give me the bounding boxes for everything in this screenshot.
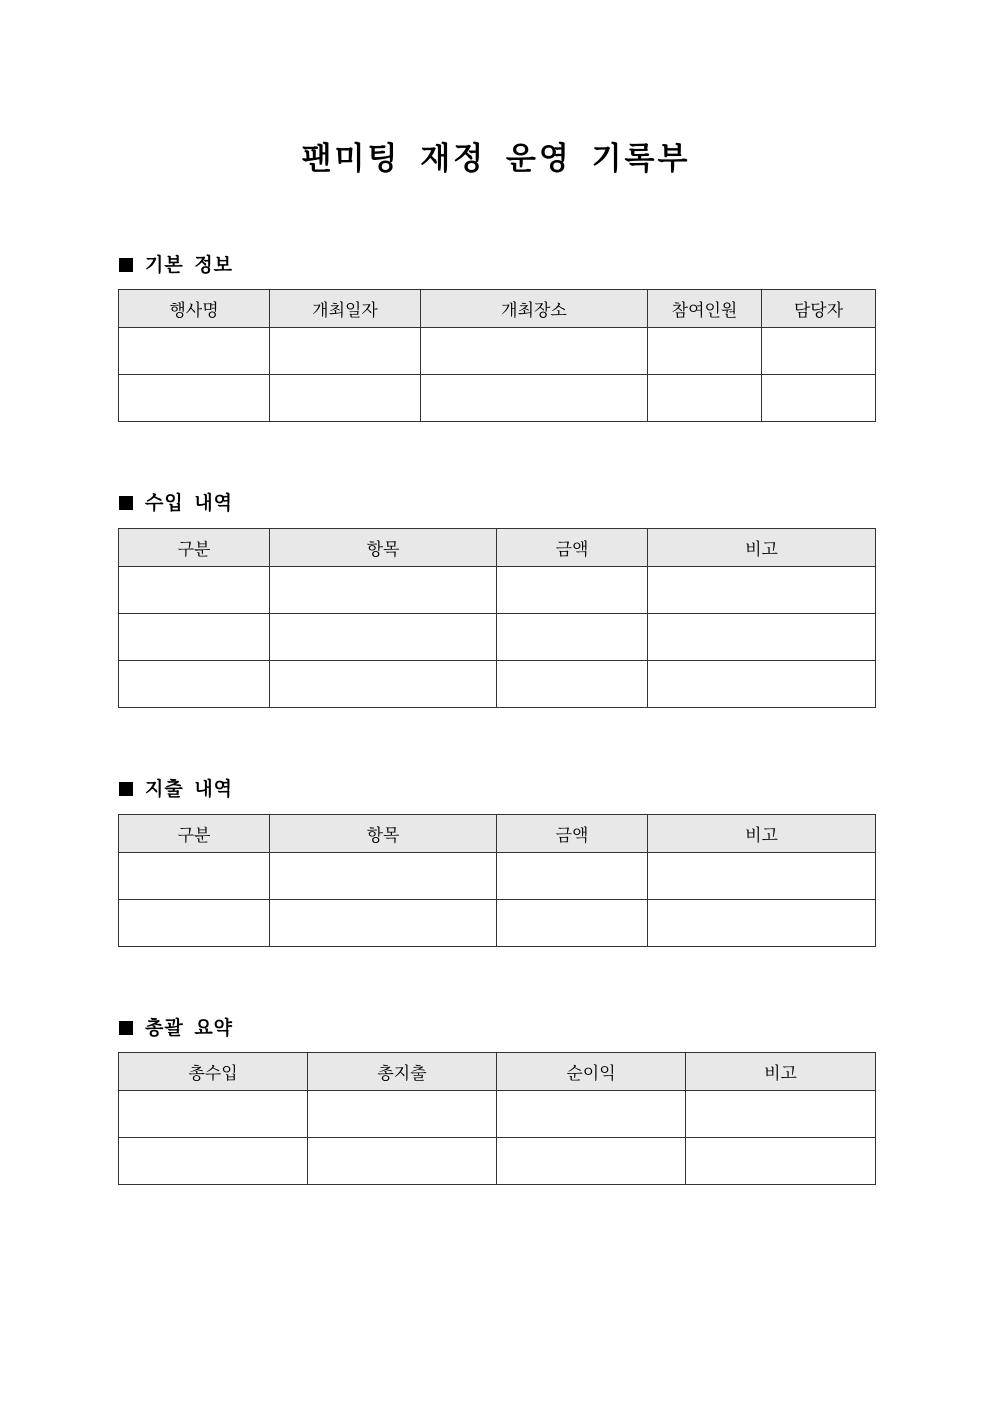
section-heading-label: 지출 내역 [145,778,234,800]
section-heading-label: 수입 내역 [145,492,234,514]
column-header-attendees: 참여인원 [648,290,762,328]
table-cell[interactable] [119,1091,308,1138]
table-cell[interactable] [648,900,876,947]
table-cell[interactable] [497,661,648,708]
section-heading-label: 기본 정보 [145,254,234,276]
basic-info-table [118,289,876,422]
table-cell[interactable] [648,375,762,422]
table-cell[interactable] [270,900,497,947]
income-table [118,528,876,708]
column-header-net-profit: 순이익 [497,1053,686,1091]
column-header-amount: 금액 [497,529,648,567]
column-header-event-name: 행사명 [119,290,270,328]
table-row [119,661,876,708]
table-row [119,853,876,900]
table-header-row [119,290,876,328]
column-header-total-income: 총수입 [119,1053,308,1091]
table-cell[interactable] [308,1091,497,1138]
table-cell[interactable] [119,1138,308,1185]
table-cell[interactable] [119,614,270,661]
table-row [119,375,876,422]
table-header-row [119,815,876,853]
table-row [119,567,876,614]
table-row [119,1091,876,1138]
column-header-manager: 담당자 [762,290,876,328]
table-cell[interactable] [686,1138,876,1185]
square-bullet-icon [119,782,133,796]
expense-table [118,814,876,947]
column-header-date: 개최일자 [270,290,421,328]
column-header-item: 항목 [270,815,497,853]
table-cell[interactable] [686,1091,876,1138]
table-row [119,328,876,375]
column-header-note: 비고 [686,1053,876,1091]
table-row [119,614,876,661]
table-cell[interactable] [270,375,421,422]
table-cell[interactable] [648,614,876,661]
square-bullet-icon [119,1021,133,1035]
table-cell[interactable] [497,1091,686,1138]
square-bullet-icon [119,258,133,272]
table-cell[interactable] [119,567,270,614]
table-cell[interactable] [497,614,648,661]
section-heading-basic-info [119,253,233,277]
table-row [119,900,876,947]
column-header-total-expense: 총지출 [308,1053,497,1091]
table-cell[interactable] [119,900,270,947]
table-cell[interactable] [270,567,497,614]
square-bullet-icon [119,496,133,510]
table-cell[interactable] [270,614,497,661]
section-heading-income [119,491,233,515]
table-cell[interactable] [119,328,270,375]
table-cell[interactable] [421,375,648,422]
table-cell[interactable] [648,661,876,708]
section-heading-summary [119,1016,233,1040]
column-header-note: 비고 [648,815,876,853]
column-header-category: 구분 [119,815,270,853]
column-header-category: 구분 [119,529,270,567]
table-cell[interactable] [497,900,648,947]
table-cell[interactable] [497,1138,686,1185]
table-cell[interactable] [119,375,270,422]
table-header-row [119,529,876,567]
column-header-item: 항목 [270,529,497,567]
summary-table [118,1052,876,1185]
section-heading-label: 총괄 요약 [145,1017,234,1039]
table-cell[interactable] [119,853,270,900]
table-cell[interactable] [421,328,648,375]
table-cell[interactable] [119,661,270,708]
table-cell[interactable] [762,328,876,375]
table-cell[interactable] [308,1138,497,1185]
table-cell[interactable] [648,567,876,614]
table-row [119,1138,876,1185]
table-cell[interactable] [762,375,876,422]
table-cell[interactable] [648,853,876,900]
column-header-venue: 개최장소 [421,290,648,328]
column-header-note: 비고 [648,529,876,567]
table-cell[interactable] [648,328,762,375]
table-cell[interactable] [270,328,421,375]
table-cell[interactable] [270,853,497,900]
table-cell[interactable] [497,567,648,614]
section-heading-expense [119,777,233,801]
column-header-amount: 금액 [497,815,648,853]
table-cell[interactable] [497,853,648,900]
table-header-row [119,1053,876,1091]
document-title: 팬미팅 재정 운영 기록부 [301,141,691,177]
table-cell[interactable] [270,661,497,708]
